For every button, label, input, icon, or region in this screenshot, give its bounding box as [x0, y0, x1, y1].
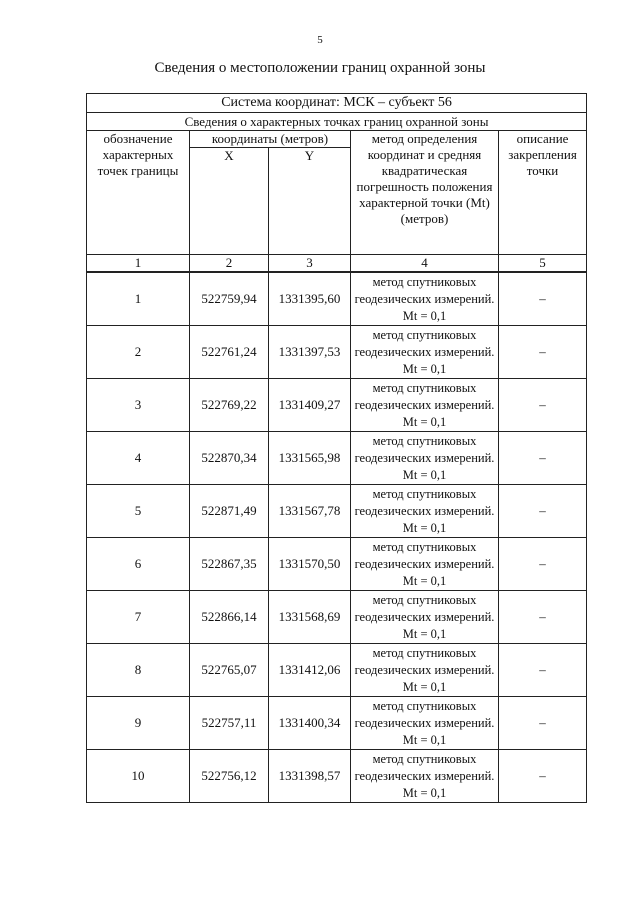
method-header: метод определения координат и средняя квадратическая погрешность положения характерной точки (Mt) (метров): [351, 131, 499, 255]
x-coordinate-cell: 522757,11: [190, 697, 269, 750]
column-number: 2: [190, 255, 269, 273]
coordinate-system-row: [87, 94, 587, 113]
y-coordinate-cell: 1331409,27: [269, 379, 351, 432]
y-coordinate-cell: 1331565,98: [269, 432, 351, 485]
points-header: Сведения о характерных точках границ охранной зоны: [87, 113, 587, 131]
x-coordinate-cell: 522866,14: [190, 591, 269, 644]
description-cell: –: [499, 432, 587, 485]
description-cell: –: [499, 591, 587, 644]
method-cell: метод спутниковых геодезических измерений. Mt = 0,1: [351, 697, 499, 750]
boundary-points-table: [86, 93, 587, 803]
y-coordinate-cell: 1331568,69: [269, 591, 351, 644]
x-header: X: [190, 148, 269, 255]
x-coordinate-cell: 522870,34: [190, 432, 269, 485]
points-header-row: [87, 113, 587, 131]
table-row: [87, 379, 587, 432]
point-cell: 10: [87, 750, 190, 803]
y-coordinate-cell: 1331412,06: [269, 644, 351, 697]
description-cell: –: [499, 485, 587, 538]
table-row: [87, 750, 587, 803]
point-cell: 3: [87, 379, 190, 432]
point-cell: 9: [87, 697, 190, 750]
description-cell: –: [499, 538, 587, 591]
table-row: [87, 326, 587, 379]
description-cell: –: [499, 697, 587, 750]
method-cell: метод спутниковых геодезических измерений. Mt = 0,1: [351, 750, 499, 803]
column-number: 5: [499, 255, 587, 273]
point-cell: 2: [87, 326, 190, 379]
method-cell: метод спутниковых геодезических измерений. Mt = 0,1: [351, 326, 499, 379]
table-row: [87, 485, 587, 538]
x-coordinate-cell: 522867,35: [190, 538, 269, 591]
table-row: [87, 591, 587, 644]
table-row: [87, 432, 587, 485]
x-coordinate-cell: 522759,94: [190, 272, 269, 326]
method-cell: метод спутниковых геодезических измерений. Mt = 0,1: [351, 538, 499, 591]
x-coordinate-cell: 522761,24: [190, 326, 269, 379]
method-cell: метод спутниковых геодезических измерений. Mt = 0,1: [351, 591, 499, 644]
x-coordinate-cell: 522769,22: [190, 379, 269, 432]
y-coordinate-cell: 1331567,78: [269, 485, 351, 538]
description-cell: –: [499, 272, 587, 326]
y-coordinate-cell: 1331395,60: [269, 272, 351, 326]
column-header-row: [87, 131, 587, 148]
description-header: описание закрепления точки: [499, 131, 587, 255]
point-cell: 5: [87, 485, 190, 538]
x-coordinate-cell: 522871,49: [190, 485, 269, 538]
description-cell: –: [499, 326, 587, 379]
method-cell: метод спутниковых геодезических измерений. Mt = 0,1: [351, 485, 499, 538]
method-cell: метод спутниковых геодезических измерений. Mt = 0,1: [351, 432, 499, 485]
point-cell: 1: [87, 272, 190, 326]
method-cell: метод спутниковых геодезических измерений. Mt = 0,1: [351, 379, 499, 432]
column-number: 1: [87, 255, 190, 273]
method-cell: метод спутниковых геодезических измерений. Mt = 0,1: [351, 272, 499, 326]
table-row: [87, 272, 587, 326]
x-coordinate-cell: 522765,07: [190, 644, 269, 697]
description-cell: –: [499, 644, 587, 697]
point-cell: 7: [87, 591, 190, 644]
method-cell: метод спутниковых геодезических измерений. Mt = 0,1: [351, 644, 499, 697]
column-number: 4: [351, 255, 499, 273]
table-row: [87, 644, 587, 697]
page-number: 5: [317, 34, 323, 46]
column-numbers-row: [87, 255, 587, 273]
x-coordinate-cell: 522756,12: [190, 750, 269, 803]
coordinates-header: координаты (метров): [190, 131, 351, 148]
point-cell: 8: [87, 644, 190, 697]
description-cell: –: [499, 379, 587, 432]
document-title: Сведения о местоположении границ охранной зоны: [154, 60, 486, 76]
y-coordinate-cell: 1331570,50: [269, 538, 351, 591]
point-cell: 4: [87, 432, 190, 485]
table-row: [87, 538, 587, 591]
y-coordinate-cell: 1331400,34: [269, 697, 351, 750]
point-cell: 6: [87, 538, 190, 591]
coordinate-system-header: Система координат: МСК – субъект 56: [87, 94, 587, 113]
description-cell: –: [499, 750, 587, 803]
designation-header: обозначение характерных точек границы: [87, 131, 190, 255]
y-header: Y: [269, 148, 351, 255]
column-number: 3: [269, 255, 351, 273]
y-coordinate-cell: 1331398,57: [269, 750, 351, 803]
table-row: [87, 697, 587, 750]
y-coordinate-cell: 1331397,53: [269, 326, 351, 379]
